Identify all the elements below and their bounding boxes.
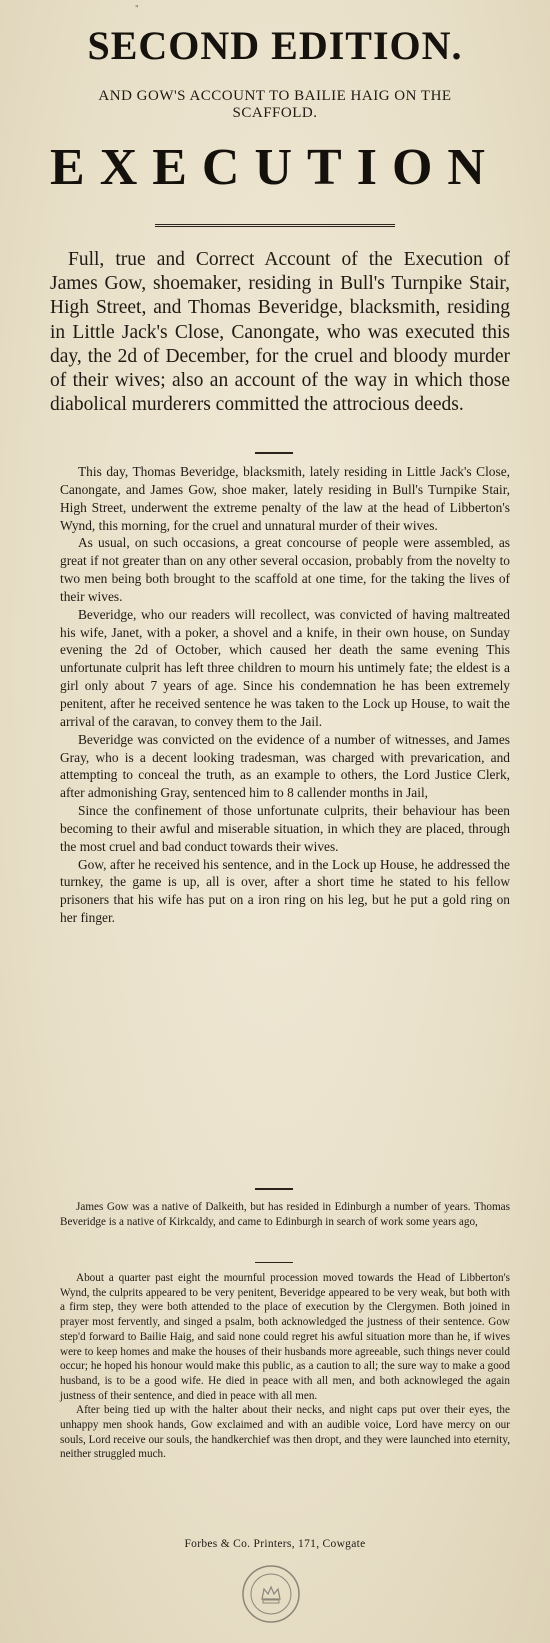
- procession-account: [60, 1271, 510, 1462]
- subtitle: AND GOW'S ACCOUNT TO BAILIE HAIG ON THE SCAFFOLD.: [98, 88, 452, 121]
- printer-imprint: Forbes & Co. Printers, 171, Cowgate: [184, 1538, 366, 1550]
- library-stamp-icon: [240, 1563, 302, 1625]
- note-paragraph: About a quarter past eight the mournful procession moved towards the Head of Libberton's Wynd, the culprits appeared to be very penitent, Beveridge appeared to be very weak, but both with a firm step, they were both attended to the place of execution by the Clergymen. Both joined in prayer most fervently, and singed a psalm, both acknowledged the justness of their sentence. Gow step'd forward to Bailie Haig, and said none could regret his awful situation more than he, if wives were to keep homes and make the houses of their husbands more agreeable, such things never could occur; he hoped his honour would make this public, as a caution to all; the sure way to make a good husband, is to be a good wife. He died in peace with all men, and both acknowleged the again justness of their sentence, and died in peace with all men.: [60, 1272, 510, 1402]
- body-paragraph: Gow, after he received his sentence, and in the Lock up House, he addressed the turnkey, the game is up, all is over, after a short time he stated to his fellow prisoners that his wife has put on a iron ring on his leg, but he put a gold ring on her finger.: [60, 856, 510, 926]
- headline: EXECUTION: [50, 139, 500, 196]
- ornamental-rule: [155, 224, 395, 233]
- lead-paragraph: Full, true and Correct Account of the Execution of James Gow, shoemaker, residing in Bull's Turnpike Stair, High Street, and Thomas Beveridge, blacksmith, residing in Little Jack's Close, Canongate, who was executed this day, the 2d of December, for the cruel and bloody murder of their wives; also an account of the way in which those diabolical murderers committed the attrocious deeds.: [50, 249, 510, 416]
- divider-rule: [255, 1262, 293, 1263]
- note-paragraph: After being tied up with the halter about their necks, and night caps put over their eyes, the unhappy men shook hands, Gow exclaimed and with an audible voice, Lord have mercy on our souls, Lord receive our souls, the handkerchief was then dropt, and they were launched into eternity, neither struggled much.: [60, 1404, 510, 1461]
- divider-rule: [255, 452, 293, 454]
- body-paragraph: Beveridge, who our readers will recollect, was convicted of having maltreated his wife, Janet, with a poker, a shovel and a knife, in their own house, on Sunday evening the 2d of October, which caused her death the same evening This unfortunate culprit has left three children to mourn his untimely fate; the eldest is a girl only about 7 years of age. Since his condemnation he has been extremely penitent, after he received sentence he was taken to the Lock up House, to wait the arrival of the caravan, to convey them to the Jail.: [60, 606, 510, 729]
- biographical-note: [60, 1200, 510, 1229]
- main-account: [60, 463, 510, 927]
- corner-mark: ": [135, 4, 139, 13]
- edition-title: SECOND EDITION.: [87, 23, 463, 68]
- body-paragraph: This day, Thomas Beveridge, blacksmith, lately residing in Little Jack's Close, Canongate, and James Gow, shoe maker, lately residing in Bull's Turnpike Stair, High Street, underwent the extreme penalty of the law at the head of Libberton's Wynd, this morning, for the cruel and unnatural murder of their wives.: [60, 464, 510, 533]
- divider-rule: [255, 1188, 293, 1190]
- note-paragraph: James Gow was a native of Dalkeith, but has resided in Edinburgh a number of years. Thomas Beveridge is a native of Kirkcaldy, and came to Edinburgh in search of work some years ago,: [60, 1201, 510, 1228]
- body-paragraph: Beveridge was convicted on the evidence of a number of witnesses, and James Gray, who is a decent looking tradesman, was charged with prevarication, and attempting to conceal the truth, as an example to others, the Lord Justice Clerk, after admonishing Gray, sentenced him to 8 callender months in Jail,: [60, 731, 510, 801]
- body-paragraph: As usual, on such occasions, a great concourse of people were assembled, as great if not greater than on any other several occasion, probably from the novelty to two men being both brought to the scaffold at one time, for the taking the lives of their wives.: [60, 535, 510, 604]
- body-paragraph: Since the confinement of those unfortunate culprits, their behaviour has been becoming to their awful and miserable situation, in which they are placed, through the most cruel and bad conduct towards their wives.: [60, 803, 510, 854]
